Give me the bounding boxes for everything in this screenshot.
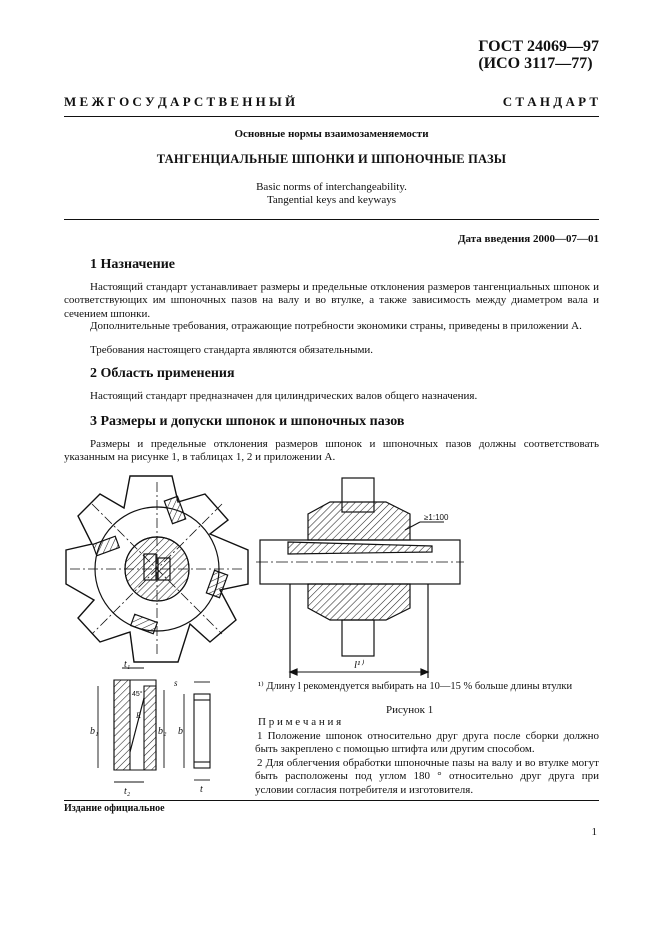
standard-code-gost: ГОСТ 24069—97 <box>478 38 599 55</box>
figure-footnote: ¹⁾ Длину l рекомендуется выбирать на 10—15 % больше длины втулки <box>258 681 573 692</box>
english-title-line2: Tangential keys and keyways <box>266 194 397 206</box>
title-rule <box>64 219 599 220</box>
standard-code-iso: (ИСО 3117—77) <box>478 55 593 72</box>
cross-section-view <box>66 476 248 662</box>
note-2: 2 Для облегчения обработки шпоночные пазы на валу и во втулке могут быть расположены под углом 180 ° относительно друг друга при условии согласия потребителя и изготовителя. <box>255 757 599 796</box>
b-label: b <box>178 726 183 737</box>
section-1-paragraph-2: Дополнительные требования, отражающие потребности экономики страны, приведены в приложении А. <box>90 320 582 332</box>
t2-label: t₂ <box>124 786 131 797</box>
introduction-date: Дата введения 2000—07—01 <box>457 233 599 245</box>
notes-heading: П р и м е ч а н и я <box>258 716 342 728</box>
radius-label: R <box>136 711 141 720</box>
section-3-heading: 3 Размеры и допуски шпонок и шпоночных пазов <box>90 414 405 429</box>
b2-label: b₂ <box>158 726 167 737</box>
s-label: s <box>174 678 178 688</box>
key-profile-view <box>184 682 210 780</box>
section-3-paragraph: Размеры и предельные отклонения размеров шпонок и шпоночных пазов должны соответствовать указанным на рисунке 1, в таблицах 1, 2 и приложении А. <box>64 438 599 464</box>
footer-rule <box>64 800 599 801</box>
banner-word-standard: С Т А Н Д А Р Т <box>502 94 598 109</box>
slope-label: ≥1:100 <box>424 513 449 522</box>
document-title: ТАНГЕНЦИАЛЬНЫЕ ШПОНКИ И ШПОНОЧНЫЕ ПАЗЫ <box>156 152 507 166</box>
header-rule <box>64 116 599 117</box>
note-1: 1 Положение шпонок относительно друг друга после сборки должно быть закреплено с помощью штифта или другим способом. <box>255 730 599 756</box>
english-title-line1: Basic norms of interchangeability. <box>256 181 407 193</box>
angle-45-label: 45° <box>132 691 143 698</box>
figure-caption: Рисунок 1 <box>386 704 434 716</box>
standard-code <box>478 38 599 72</box>
interstate-standard-banner <box>64 94 598 110</box>
longitudinal-view <box>256 478 464 678</box>
banner-word-interstate: М Е Ж Г О С У Д А Р С Т В Е Н Н Ы Й <box>64 94 296 109</box>
section-2-paragraph: Настоящий стандарт предназначен для цилиндрических валов общего назначения. <box>90 390 478 402</box>
section-1-heading: 1 Назначение <box>90 257 175 272</box>
document-subtitle: Основные нормы взаимозаменяемости <box>234 128 429 140</box>
official-edition-label: Издание официальное <box>64 803 165 814</box>
b1-label: b₁ <box>90 726 99 737</box>
page-number: 1 <box>591 826 597 838</box>
section-1-paragraph-3: Требования настоящего стандарта являются обязательными. <box>90 344 374 356</box>
t1-label: t₁ <box>124 659 131 670</box>
t-label: t <box>200 784 203 795</box>
section-1-paragraph-1: Настоящий стандарт устанавливает размеры и предельные отклонения размеров тангенциальных шпонок и соответствующих им шпоночных пазов на валу и во втулке, а также зависимость между диаметром вала и сечением шпонки. <box>64 281 599 320</box>
keyway-detail-view <box>98 668 164 782</box>
section-2-heading: 2 Область применения <box>90 366 235 381</box>
length-l-label: l¹⁾ <box>354 659 364 671</box>
english-title <box>64 181 599 207</box>
